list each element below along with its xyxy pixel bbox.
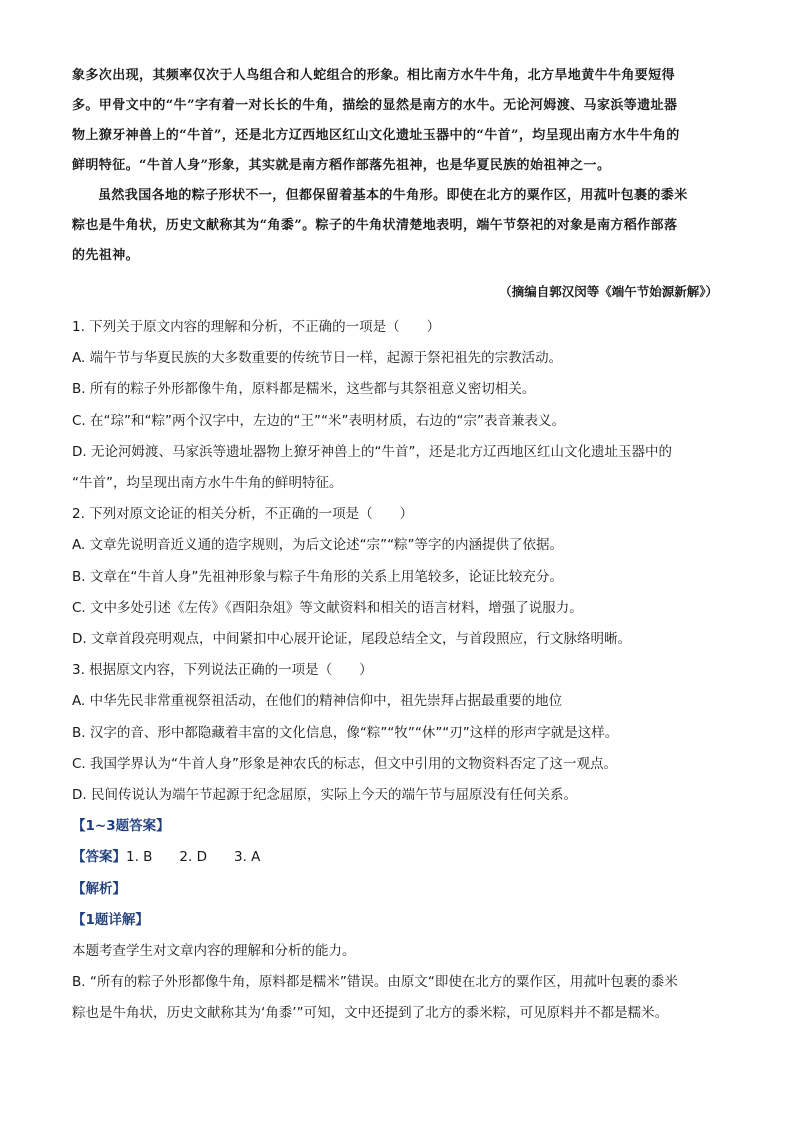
answer-key-values: 1. B 2. D 3. A xyxy=(126,849,261,866)
question-1-option-c: C. 在“琮”和“粽”两个汉字中，左边的“王”“米”表明材质，右边的“宗”表音兼表义。 xyxy=(72,412,565,429)
source-citation: （摘编自郭汉闵等《端午节始源新解》） xyxy=(499,284,718,299)
question-2-option-d: D. 文章首段亮明观点，中间紧扣中心展开论证，尾段总结全文，与首段照应，行文脉络明晰。 xyxy=(72,631,631,648)
passage xyxy=(72,61,722,271)
answer-key xyxy=(72,842,732,873)
question-3-option-b: B. 汉字的音、形中都隐藏着丰富的文化信息，像“粽”“牧”“休”“刃”这样的形声字就是这样。 xyxy=(72,724,619,741)
question-2-option-c: C. 文中多处引述《左传》《酉阳杂俎》等文献资料和相关的语言材料，增强了说服力。 xyxy=(72,599,583,616)
answers-header: 【1~3题答案】 xyxy=(72,818,170,835)
questions-and-answers xyxy=(72,312,732,1030)
passage-paragraph-1 xyxy=(72,61,722,181)
detail-line: 粽也是牛角状，历史文献称其为‘角黍’”可知，文中还提到了北方的黍米粽，可见原料并不都是糯米。 xyxy=(72,1005,669,1022)
question-1-option-b: B. 所有的粽子外形都像牛角，原料都是糯米，这些都与其祭祖意义密切相关。 xyxy=(72,381,536,398)
passage-line: 多。甲骨文中的“牛”字有着一对长长的牛角，描绘的显然是南方的水牛。无论河姆渡、马家浜等遗址器 xyxy=(72,98,678,113)
answer-key-label: 【答案】 xyxy=(72,849,126,866)
passage-line: 物上獠牙神兽上的“牛首”，还是北方辽西地区红山文化遗址玉器中的“牛首”，均呈现出南方水牛牛角的 xyxy=(72,128,680,143)
detail-label: 【1题详解】 xyxy=(72,911,149,928)
question-3-option-d: D. 民间传说认为端午节起源于纪念屈原，实际上今天的端午节与屈原没有任何关系。 xyxy=(72,787,577,804)
question-3-option-a: A. 中华先民非常重视祭祖活动，在他们的精神信仰中，祖先崇拜占据最重要的地位 xyxy=(72,693,563,710)
question-2-stem: 2. 下列对原文论证的相关分析，不正确的一项是（ ） xyxy=(72,506,414,523)
question-1-option-d: D. 无论河姆渡、马家浜等遗址器物上獠牙神兽上的“牛首”，还是北方辽西地区红山文化遗址玉器中的 xyxy=(72,443,672,460)
question-3-stem: 3. 根据原文内容，下列说法正确的一项是（ ） xyxy=(72,662,373,679)
question-3-option-c: C. 我国学界认为“牛首人身”形象是神农氏的标志，但文中引用的文物资料否定了这一观点。 xyxy=(72,755,617,772)
question-1-stem: 1. 下列关于原文内容的理解和分析，不正确的一项是（ ） xyxy=(72,319,441,335)
detail-line: 本题考查学生对文章内容的理解和分析的能力。 xyxy=(72,943,356,960)
passage-line: 的先祖神。 xyxy=(72,248,140,263)
passage-line: 虽然我国各地的粽子形状不一，但都保留着基本的牛角形。即使在北方的粟作区，用菰叶包裹的黍米 xyxy=(98,188,688,203)
passage-line: 粽也是牛角状，历史文献称其为“角黍”。粽子的牛角状清楚地表明，端午节祭祀的对象是南方稻作部落 xyxy=(72,218,678,233)
passage-paragraph-2 xyxy=(72,181,722,271)
question-1-option-a: A. 端午节与华夏民族的大多数重要的传统节日一样，起源于祭祀祖先的宗教活动。 xyxy=(72,350,563,367)
passage-line: 象多次出现，其频率仅次于人鸟组合和人蛇组合的形象。相比南方水牛牛角，北方旱地黄牛牛角要短得 xyxy=(72,68,676,83)
analysis-label: 【解析】 xyxy=(72,880,126,897)
passage-line: 鲜明特征。“牛首人身”形象，其实就是南方稻作部落先祖神，也是华夏民族的始祖神之一。 xyxy=(72,158,611,173)
detail-line: B. “所有的粽子外形都像牛角，原料都是糯米”错误。由原文“即使在北方的粟作区，用菰叶包裹的黍米 xyxy=(72,974,678,991)
question-2-option-b: B. 文章在“牛首人身”先祖神形象与粽子牛角形的关系上用笔较多，论证比较充分。 xyxy=(72,568,563,585)
question-1-option-d-cont: “牛首”，均呈现出南方水牛牛角的鲜明特征。 xyxy=(72,475,343,492)
question-2-option-a: A. 文章先说明音近义通的造字规则，为后文论述“宗”“粽”等字的内涵提供了依据。 xyxy=(72,537,564,554)
